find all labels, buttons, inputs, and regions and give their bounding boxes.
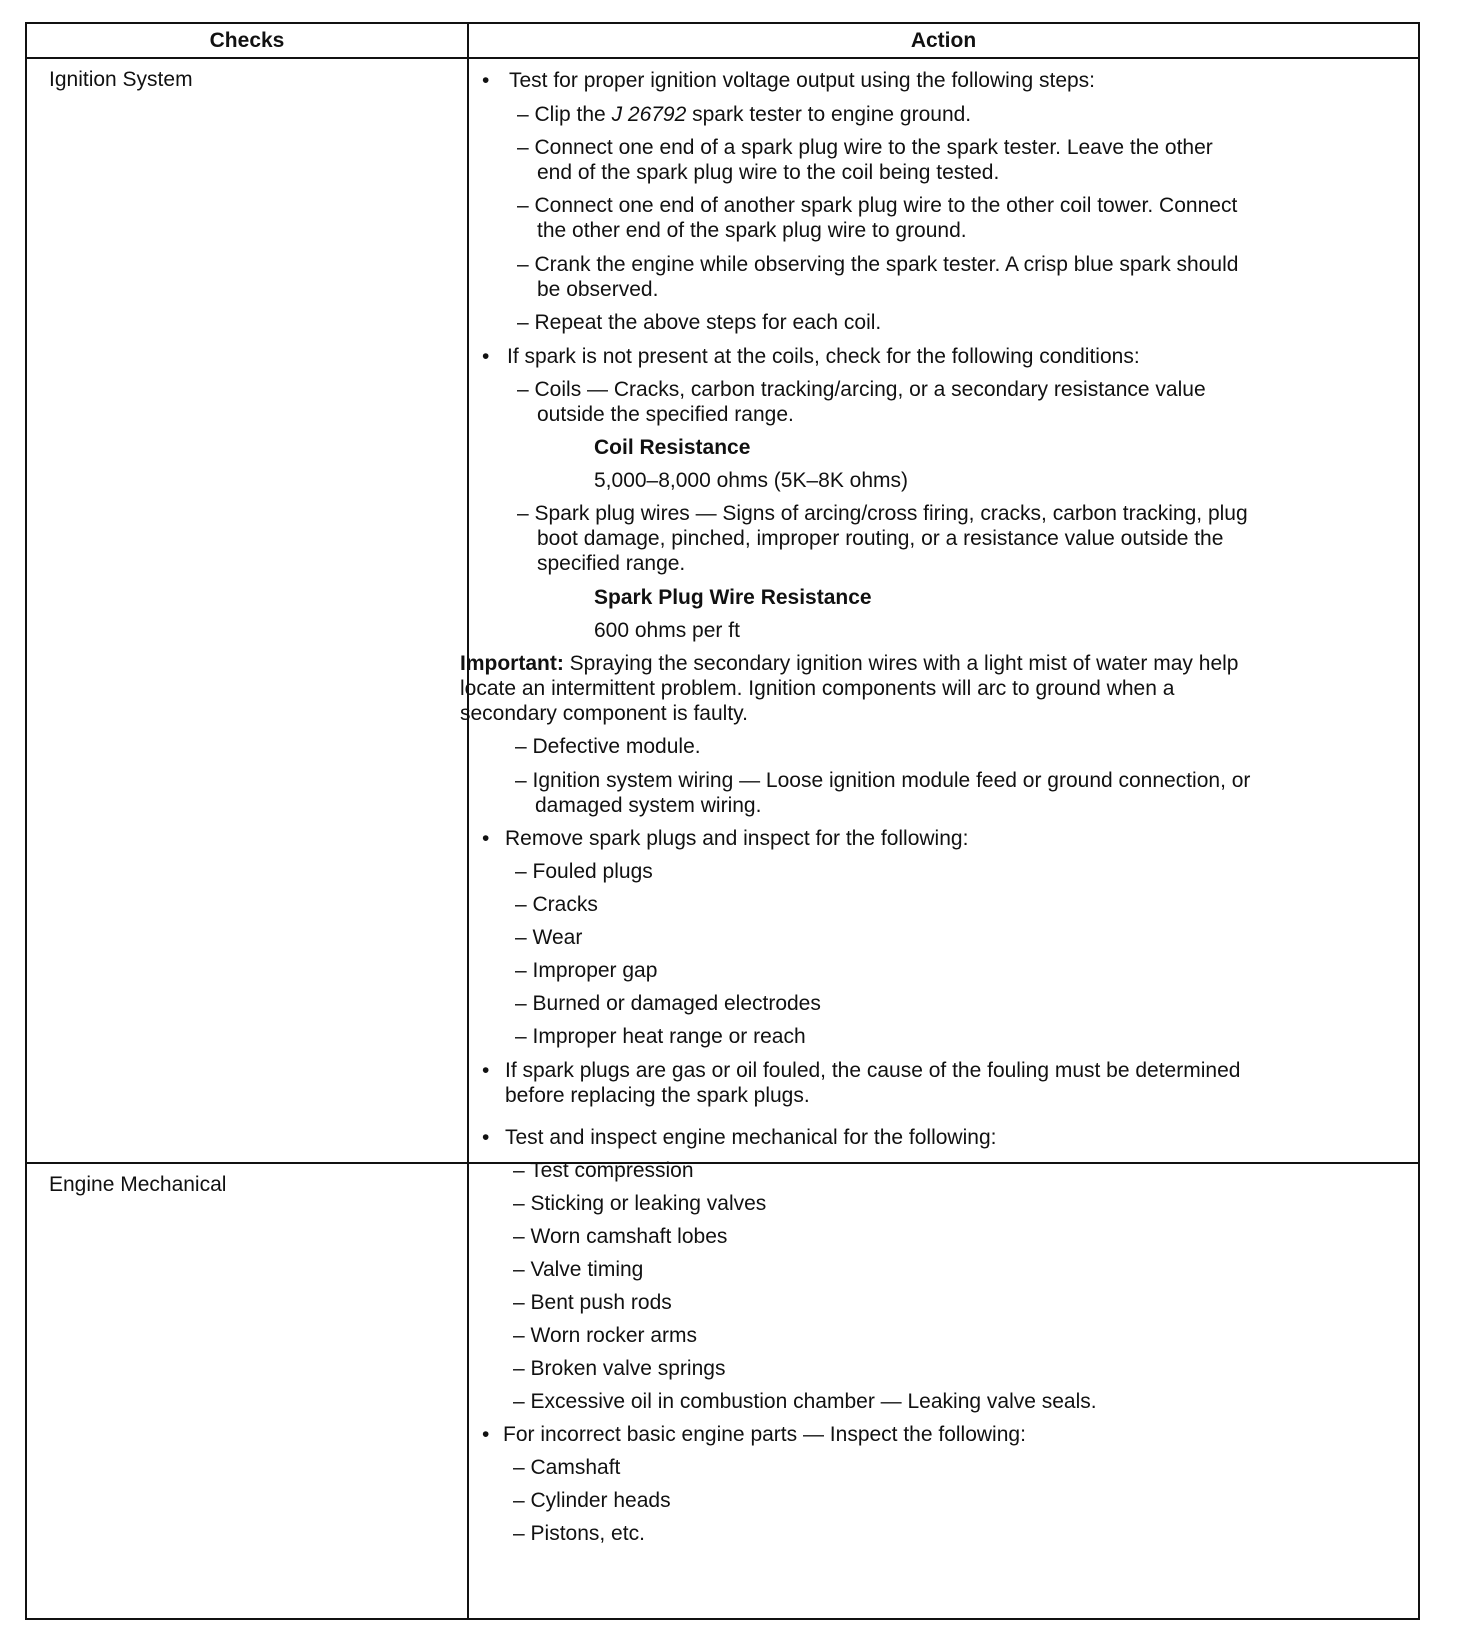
important-note: Important: Spraying the secondary ignition wires with a light mist of water may help bbox=[460, 652, 1239, 675]
bullet-icon: • bbox=[482, 1126, 490, 1149]
mech-item: – Valve timing bbox=[513, 1258, 644, 1281]
action-step: – Repeat the above steps for each coil. bbox=[517, 311, 882, 334]
action-step: – Connect one end of a spark plug wire to the spark tester. Leave the other bbox=[517, 136, 1213, 159]
bullet-icon: • bbox=[482, 1059, 490, 1082]
plug-item: – Fouled plugs bbox=[515, 860, 653, 883]
action-step: – Crank the engine while observing the spark tester. A crisp blue spark should bbox=[517, 253, 1239, 276]
mech-item: – Sticking or leaking valves bbox=[513, 1192, 767, 1215]
action-bullet: If spark plugs are gas or oil fouled, the cause of the fouling must be determined bbox=[505, 1059, 1241, 1082]
action-bullet: For incorrect basic engine parts — Inspect the following: bbox=[503, 1423, 1026, 1446]
plug-item: – Improper heat range or reach bbox=[515, 1025, 806, 1048]
mech-item: – Test compression bbox=[513, 1159, 694, 1182]
row-divider bbox=[27, 1162, 1418, 1164]
spec-value: 600 ohms per ft bbox=[594, 619, 740, 642]
condition-item: – Defective module. bbox=[515, 735, 701, 758]
bullet-icon: • bbox=[482, 345, 490, 368]
condition-item: – Ignition system wiring — Loose ignition module feed or ground connection, or bbox=[515, 769, 1251, 792]
condition-item-cont: damaged system wiring. bbox=[535, 794, 762, 817]
action-step-cont: be observed. bbox=[537, 278, 659, 301]
spec-label: Coil Resistance bbox=[594, 436, 751, 459]
plug-item: – Improper gap bbox=[515, 959, 658, 982]
important-note-cont: secondary component is faulty. bbox=[460, 702, 748, 725]
condition-item-cont: specified range. bbox=[537, 552, 686, 575]
header-checks: Checks bbox=[209, 29, 285, 52]
condition-item-cont: boot damage, pinched, improper routing, or a resistance value outside the bbox=[537, 527, 1224, 550]
part-item: – Camshaft bbox=[513, 1456, 621, 1479]
mech-item: – Bent push rods bbox=[513, 1291, 672, 1314]
condition-item-cont: outside the specified range. bbox=[537, 403, 794, 426]
header-action: Action bbox=[910, 29, 977, 52]
spec-value: 5,000–8,000 ohms (5K–8K ohms) bbox=[594, 469, 909, 492]
action-step-cont: the other end of the spark plug wire to ground. bbox=[537, 219, 967, 242]
condition-item: – Coils — Cracks, carbon tracking/arcing, or a secondary resistance value bbox=[517, 378, 1206, 401]
plug-item: – Burned or damaged electrodes bbox=[515, 992, 821, 1015]
header-divider bbox=[27, 57, 1418, 59]
action-bullet: Test for proper ignition voltage output using the following steps: bbox=[509, 69, 1096, 92]
part-item: – Pistons, etc. bbox=[513, 1522, 645, 1545]
action-bullet-cont: before replacing the spark plugs. bbox=[505, 1084, 810, 1107]
bullet-icon: • bbox=[482, 827, 490, 850]
plug-item: – Wear bbox=[515, 926, 583, 949]
spec-label: Spark Plug Wire Resistance bbox=[594, 586, 872, 609]
bullet-icon: • bbox=[482, 1423, 490, 1446]
action-step-cont: end of the spark plug wire to the coil being tested. bbox=[537, 161, 1000, 184]
mech-item: – Broken valve springs bbox=[513, 1357, 726, 1380]
bullet-icon: • bbox=[482, 69, 490, 92]
action-step: – Clip the J 26792 spark tester to engine ground. bbox=[517, 103, 972, 126]
action-bullet: If spark is not present at the coils, check for the following conditions: bbox=[507, 345, 1140, 368]
mech-item: – Excessive oil in combustion chamber — Leaking valve seals. bbox=[513, 1390, 1097, 1413]
diagnostic-table bbox=[25, 22, 1420, 1620]
condition-item: – Spark plug wires — Signs of arcing/cross firing, cracks, carbon tracking, plug bbox=[517, 502, 1248, 525]
mech-item: – Worn camshaft lobes bbox=[513, 1225, 728, 1248]
action-step: – Connect one end of another spark plug wire to the other coil tower. Connect bbox=[517, 194, 1238, 217]
action-bullet: Test and inspect engine mechanical for the following: bbox=[505, 1126, 997, 1149]
check-ignition-system: Ignition System bbox=[49, 68, 193, 91]
action-bullet: Remove spark plugs and inspect for the following: bbox=[505, 827, 969, 850]
mech-item: – Worn rocker arms bbox=[513, 1324, 697, 1347]
part-item: – Cylinder heads bbox=[513, 1489, 671, 1512]
tool-number: J 26792 bbox=[611, 103, 687, 126]
column-divider bbox=[467, 24, 469, 1618]
check-engine-mechanical: Engine Mechanical bbox=[49, 1173, 227, 1196]
plug-item: – Cracks bbox=[515, 893, 598, 916]
important-label: Important: bbox=[460, 652, 564, 675]
important-note-cont: locate an intermittent problem. Ignition components will arc to ground when a bbox=[460, 677, 1175, 700]
